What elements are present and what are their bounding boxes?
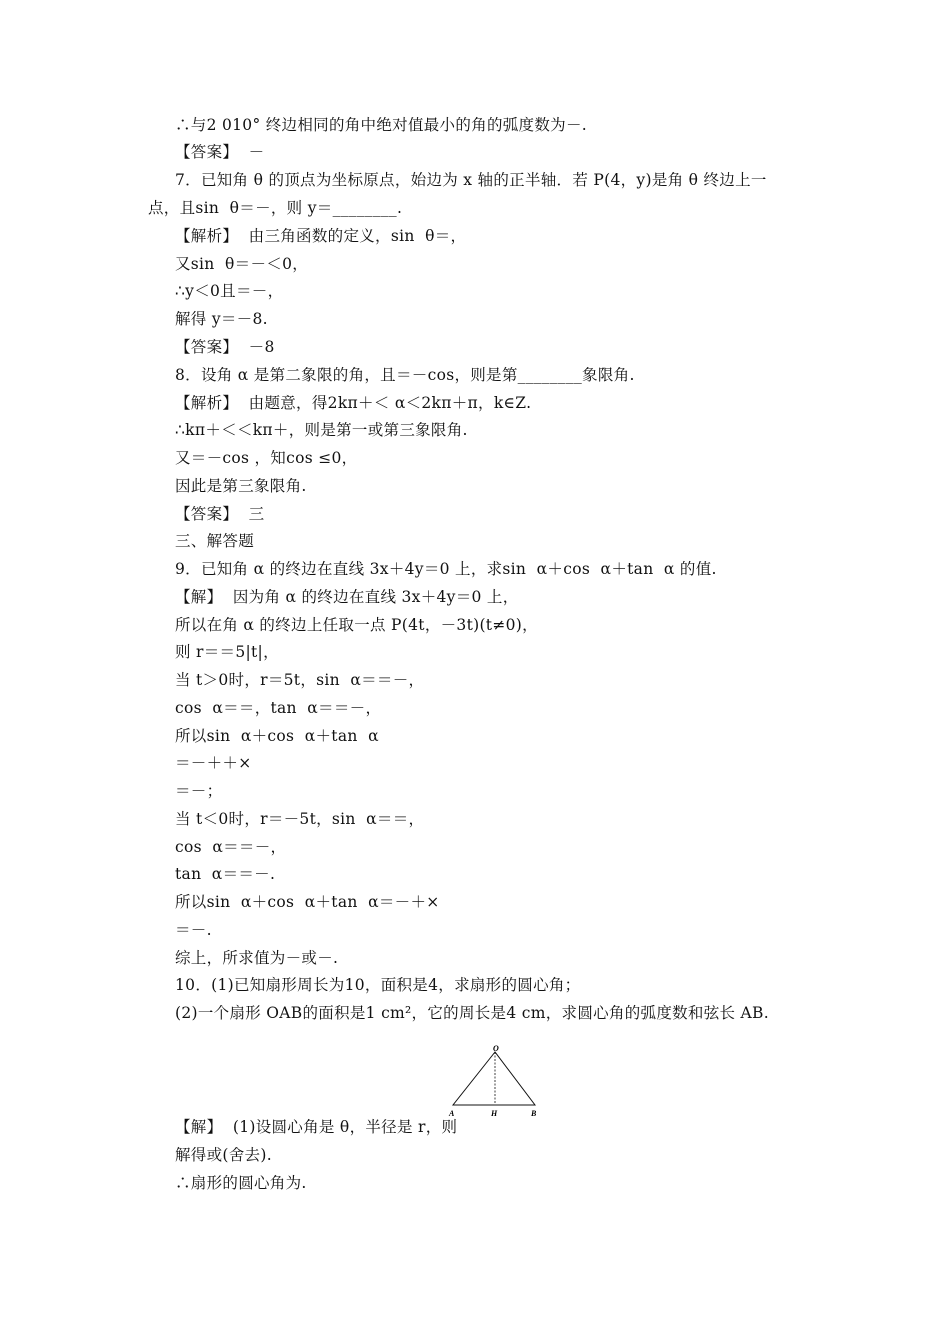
text-line: 解得 y＝－8. <box>175 310 268 328</box>
text-line: 8．设角 α 是第二象限的角，且＝－cos，则是第________象限角. <box>175 366 635 384</box>
text-line: 10．(1)已知扇形周长为10，面积是4，求扇形的圆心角； <box>175 976 581 994</box>
text-line: 【解】 (1)设圆心角是 θ，半径是 r，则 <box>175 1118 458 1136</box>
text-line: 【解析】 由题意，得2kπ＋＜ α＜2kπ＋π，k∈Z. <box>175 394 532 412</box>
text-line: 当 t＜0时，r＝－5t，sin α＝＝， <box>175 810 425 828</box>
text-line: 三、解答题 <box>175 532 255 550</box>
text-line: ∴扇形的圆心角为. <box>175 1174 307 1192</box>
text-line: ＝－； <box>175 782 223 800</box>
label-a: A <box>449 1109 455 1118</box>
text-line: 9．已知角 α 的终边在直线 3x＋4y＝0 上，求sin α＋cos α＋tan α 的值. <box>175 560 717 578</box>
text-line: 【答案】 － <box>175 143 265 161</box>
triangle-oab <box>453 1052 535 1105</box>
text-line: 所以sin α＋cos α＋tan α <box>175 727 379 745</box>
text-line: ＝－. <box>175 921 212 939</box>
text-line: (2)一个扇形 OAB的面积是1 cm²，它的周长是4 cm，求圆心角的弧度数和弦长 AB. <box>175 1004 769 1022</box>
text-line: ∴与2 010° 终边相同的角中绝对值最小的角的弧度数为－. <box>175 116 587 134</box>
text-line: 【答案】 三 <box>175 505 265 523</box>
label-o: O <box>493 1045 499 1053</box>
text-line: 则 r＝＝5|t|， <box>175 643 279 661</box>
text-line: 7．已知角 θ 的顶点为坐标原点，始边为 x 轴的正半轴．若 P(4，y)是角 θ 终边上一 <box>175 171 767 189</box>
text-line: 点，且sin θ＝－，则 y＝________. <box>148 199 403 217</box>
text-line: tan α＝＝－. <box>175 865 276 883</box>
text-line: 【解析】 由三角函数的定义，sin θ＝， <box>175 227 467 245</box>
label-h: H <box>491 1109 498 1118</box>
text-line: 解得或(舍去). <box>175 1146 272 1164</box>
text-line: 又sin θ＝－＜0， <box>175 255 309 273</box>
text-line: ∴kπ＋＜＜kπ＋，则是第一或第三象限角. <box>175 421 468 439</box>
triangle-figure <box>440 1045 550 1120</box>
text-line: 所以在角 α 的终边上任取一点 P(4t，－3t)(t≠0)， <box>175 616 538 634</box>
text-line: 当 t＞0时，r＝5t，sin α＝＝－， <box>175 671 425 689</box>
text-line: ∴y＜0且＝－， <box>175 282 284 300</box>
text-line: 综上，所求值为－或－. <box>175 949 339 967</box>
label-b: B <box>531 1109 537 1118</box>
text-line: cos α＝＝－， <box>175 838 287 856</box>
text-line: 【答案】 －8 <box>175 338 275 356</box>
text-line: 【解】 因为角 α 的终边在直线 3x＋4y＝0 上， <box>175 588 519 606</box>
text-line: 因此是第三象限角. <box>175 477 307 495</box>
text-line: cos α＝＝，tan α＝＝－， <box>175 699 382 717</box>
text-line: 所以sin α＋cos α＋tan α＝－＋× <box>175 893 440 911</box>
text-line: ＝－＋＋× <box>175 754 252 772</box>
text-line: 又＝－cos ，知cos ≤0， <box>175 449 358 467</box>
